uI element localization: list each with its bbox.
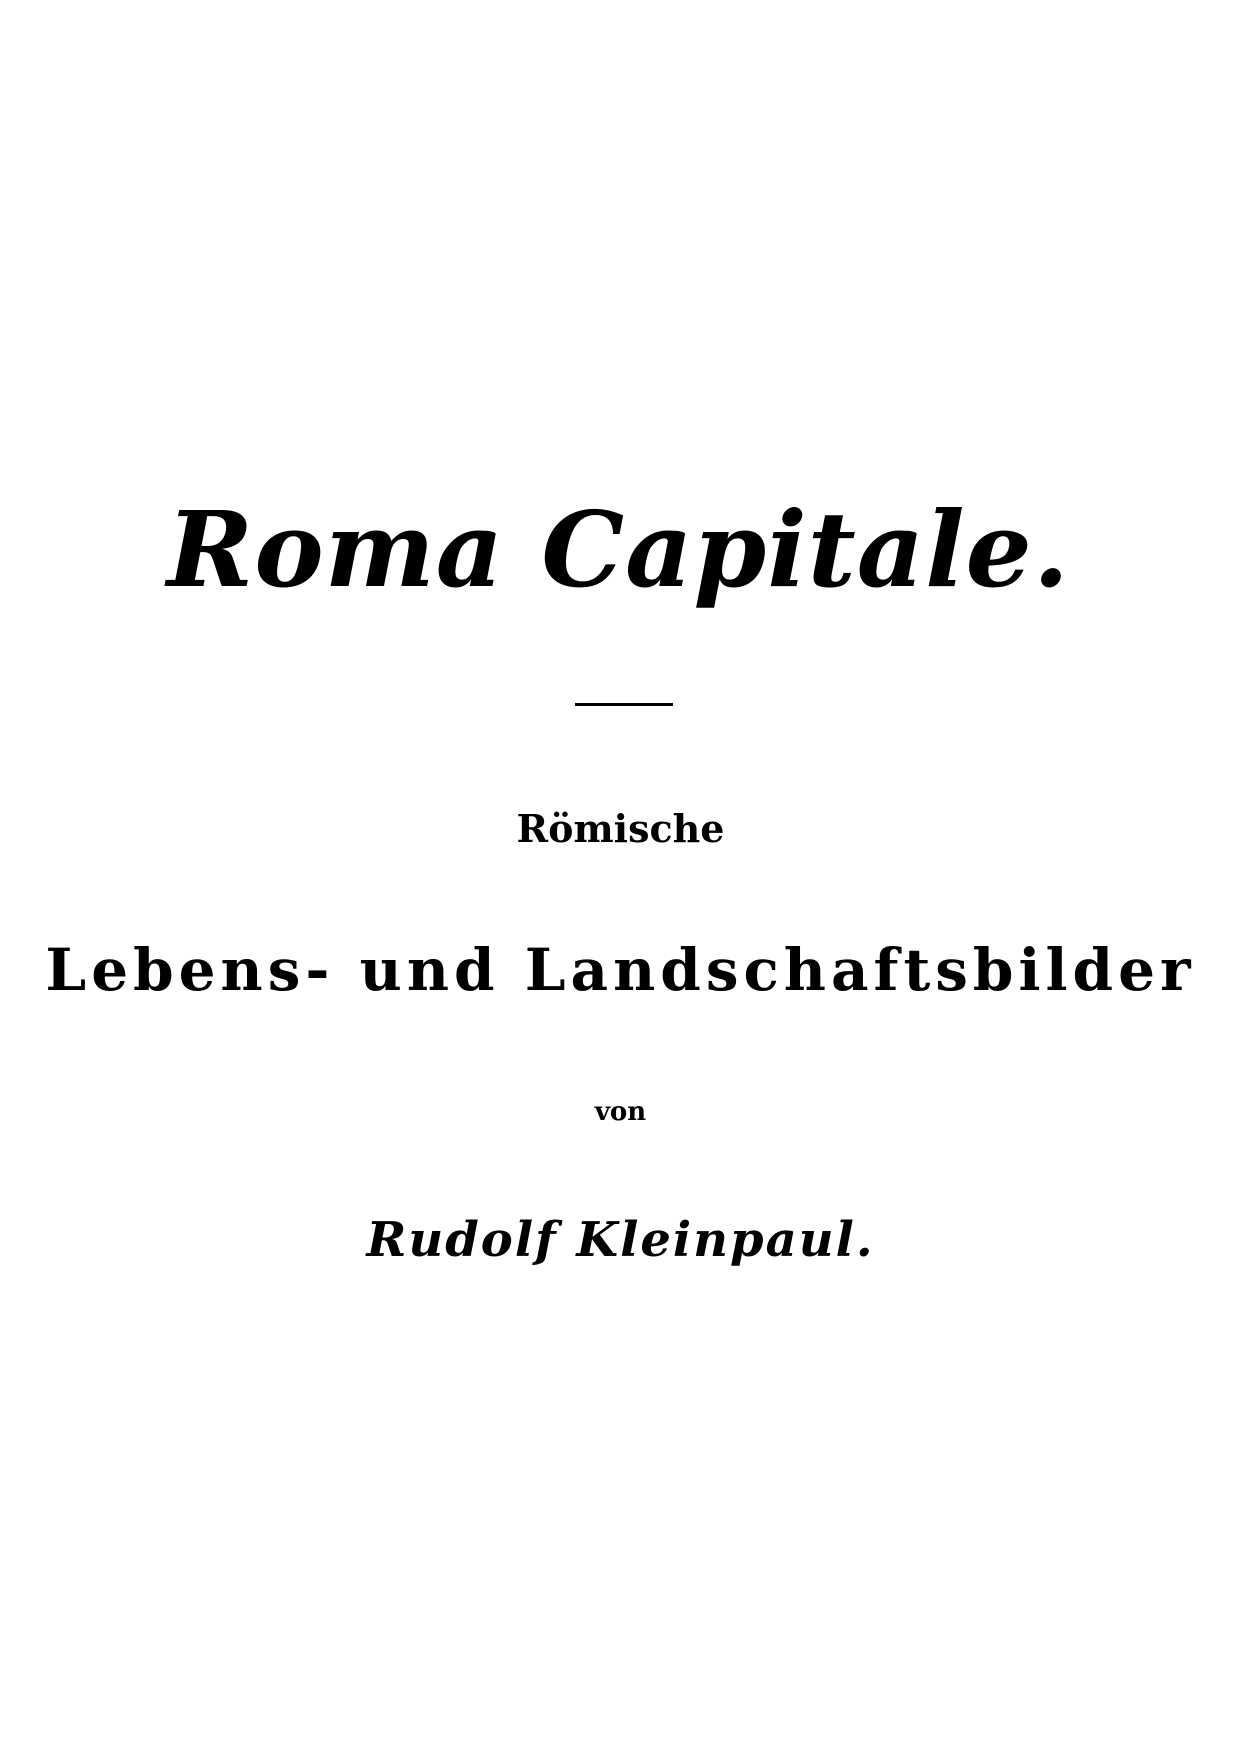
decorative-rule: [575, 703, 673, 706]
subtitle-line-1: Römische: [516, 806, 725, 851]
book-title: Roma Capitale.: [166, 488, 1071, 611]
by-line: von: [594, 1097, 647, 1127]
subtitle-line-2: Lebens- und Landschaftsbilder: [45, 936, 1196, 1004]
author-name: Rudolf Kleinpaul.: [366, 1212, 875, 1268]
